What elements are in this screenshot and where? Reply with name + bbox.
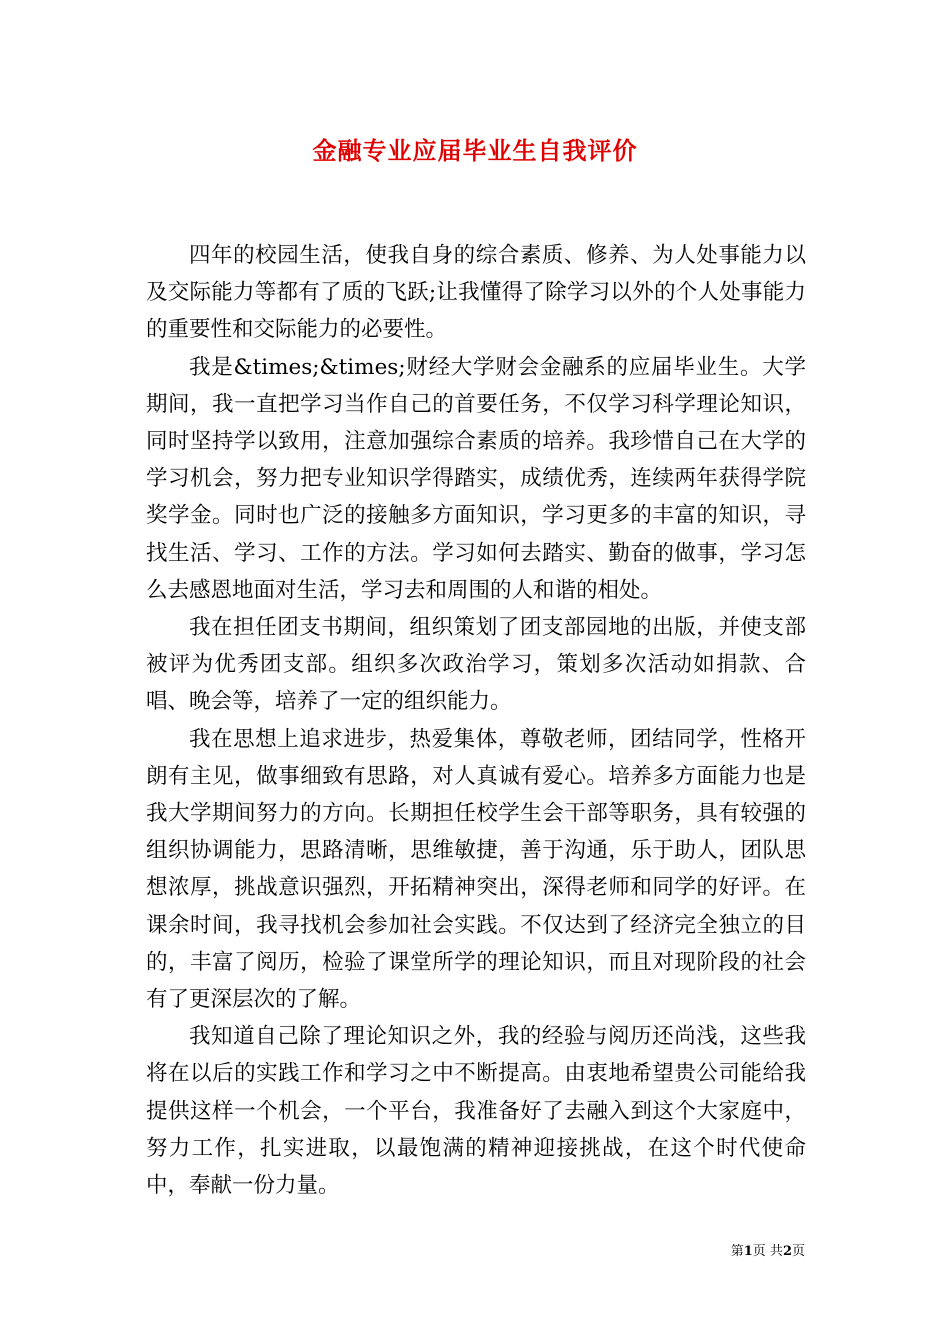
paragraph-1: 四年的校园生活，使我自身的综合素质、修养、为人处事能力以及交际能力等都有了质的飞跃;让我懂得了除学习以外的个人处事能力的重要性和交际能力的必要性。	[146, 243, 806, 343]
footer-prefix: 第	[730, 1244, 744, 1259]
paragraph-5: 我知道自己除了理论知识之外，我的经验与阅历还尚浅，这些我将在以后的实践工作和学习之中不断提高。由衷地希望贵公司能给我提供这样一个机会，一个平台，我准备好了去融入到这个大家庭中，努力工作，扎实进取，以最饱满的精神迎接挑战，在这个时代使命中，奉献一份力量。	[146, 1024, 806, 1199]
document-body	[146, 237, 806, 1204]
footer-middle: 页 共	[752, 1244, 783, 1259]
footer-suffix: 页	[791, 1244, 805, 1259]
paragraph-2: 我是&times;&times;财经大学财会金融系的应届毕业生。大学期间，我一直把学习当作自己的首要任务，不仅学习科学理论知识，同时坚持学以致用，注意加强综合素质的培养。我珍惜自己在大学的学习机会，努力把专业知识学得踏实，成绩优秀，连续两年获得学院奖学金。同时也广泛的接触多方面知识，学习更多的丰富的知识，寻找生活、学习、工作的方法。学习如何去踏实、勤奋的做事，学习怎么去感恩地面对生活，学习去和周围的人和谐的相处。	[146, 354, 806, 603]
paragraph-4: 我在思想上追求进步，热爱集体，尊敬老师，团结同学，性格开朗有主见，做事细致有思路，对人真诚有爱心。培养多方面能力也是我大学期间努力的方向。长期担任校学生会干部等职务，具有较强的组织协调能力，思路清晰，思维敏捷，善于沟通，乐于助人，团队思想浓厚，挑战意识强烈，开拓精神突出，深得老师和同学的好评。在课余时间，我寻找机会参加社会实践。不仅达到了经济完全独立的目的，丰富了阅历，检验了课堂所学的理论知识，而且对现阶段的社会有了更深层次的了解。	[146, 726, 806, 1013]
total-pages-number: 2	[782, 1244, 792, 1259]
paragraph-3: 我在担任团支书期间，组织策划了团支部园地的出版，并使支部被评为优秀团支部。组织多次政治学习，策划多次活动如捐款、合唱、晚会等，培养了一定的组织能力。	[146, 615, 806, 715]
current-page-number: 1	[743, 1244, 753, 1259]
document-title: 金融专业应届毕业生自我评价	[312, 136, 638, 165]
page-number-footer	[731, 1244, 805, 1260]
